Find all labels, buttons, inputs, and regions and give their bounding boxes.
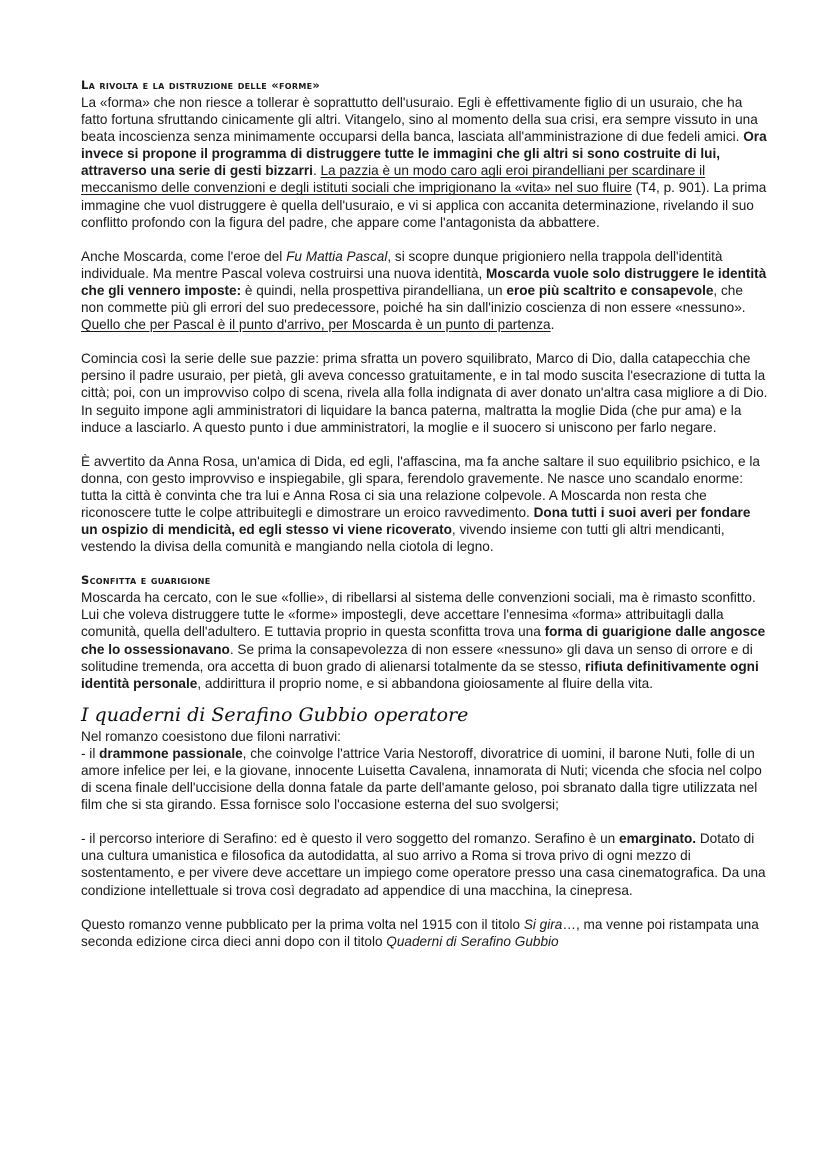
bold-run: rifiuta definitivamente ogni identità personale xyxy=(81,658,759,691)
italic-title: Si gira xyxy=(523,916,563,932)
paragraph-sconfitta-1 xyxy=(81,589,768,692)
underlined-run: La pazzia è un modo caro agli eroi pirandelliani per scardinare il meccanismo delle convenzioni e degli istituti sociali che imprigionano la «vita» nel suo fluire xyxy=(81,163,706,196)
text-run: , che non commette più gli errori del suo predecessore, poiché ha sin dall'inizio coscienza di non essere «nessuno». xyxy=(81,282,746,316)
text-run: …, ma venne poi ristampata una seconda edizione circa dieci anni dopo con il titolo xyxy=(81,916,759,949)
bold-run: eroe più scaltrito e consapevole xyxy=(506,282,714,298)
text-run: - il percorso interiore di Serafino: ed è questo il vero soggetto del romanzo. Serafino è un xyxy=(81,831,620,847)
text-run: . xyxy=(312,163,321,179)
text-run: è quindi, nella prospettiva pirandelliana, un xyxy=(241,282,507,298)
list-item-drammone xyxy=(81,745,768,813)
section-heading-rivolta: La rivolta e la distruzione delle «forme» xyxy=(81,78,321,92)
list-item-percorso xyxy=(81,830,768,898)
paragraph-quaderni-closing xyxy=(81,916,768,950)
paragraph-rivolta-3: Comincia così la serie delle sue pazzie: prima sfratta un povero squilibrato, Marco di Dio, dalla catapecchia che persino il padre usuraio, per pietà, gli aveva concesso gratuitamente, e in tal modo suscita l'esecrazione di tutta la città; poi, con un improvviso colpo di scena, rivela alla folla indignata di aver donato un'altra casa migliore a di Dio. In seguito impone agli amministratori di liquidare la banca paterna, maltratta la moglie Dida (che pur ama) e la induce a lasciarlo. A questo punto i due amministratori, la moglie e il suocero si uniscono per farlo negare. xyxy=(81,351,768,435)
bold-run: Moscarda vuole solo distruggere le identità che gli vennero imposte: xyxy=(81,265,767,298)
text-run: , vivendo insieme con tutti gli altri mendicanti, vestendo la divisa della comunità e mangiando nella ciotola di legno. xyxy=(81,522,725,555)
bold-run: emarginato. xyxy=(619,831,697,847)
paragraph-quaderni-intro: Nel romanzo coesistono due filoni narrativi: xyxy=(81,728,341,744)
bold-run: Dona tutti i suoi averi per fondare un ospizio di mendicità, ed egli stesso vi viene ricoverato xyxy=(81,504,751,538)
text-run: , addirittura il proprio nome, e si abbandona gioiosamente al fluire della vita. xyxy=(197,675,653,691)
italic-title: Fu Mattia Pascal xyxy=(286,248,388,264)
paragraph-rivolta-4 xyxy=(81,453,768,556)
text-run: Anche Moscarda, come l'eroe del xyxy=(81,248,287,264)
text-run: La «forma» che non riesce a tollerar è soprattutto dell'usuraio. Egli è effettivamente figlio di un usuraio, che ha fatto fortuna sfruttando cinicamente gli altri. Vitangelo, sino al momento della sua crisi, era sempre vissuto in una beata incoscienza senza minimamente occuparsi della banca, lasciata all'amministrazione di due fedeli amici. xyxy=(81,95,758,145)
bold-run: Ora invece si propone il programma di distruggere tutte le immagini che gli altri si sono costruite di lui, attraverso una serie di gesti bizzarri xyxy=(81,129,767,179)
text-run: Dotato di una cultura umanistica e filosofica da autodidatta, al suo arrivo a Roma si trova privo di ogni mezzo di sostentamento, e per vivere deve accettare un impiego come operatore presso una casa cinematografica. Da una condizione intellettuale si trova così degradato ad appendice di una macchina, la cinepresa. xyxy=(81,831,766,898)
text-run: - il xyxy=(81,745,100,761)
paragraph-rivolta-2 xyxy=(81,248,768,333)
text-run: (T4, p. 901). La prima immagine che vuol distruggere è quella dell'usuraio, e vi si applica con accanita determinazione, rivelando il suo conflitto profondo con la figura del padre, che appare come l'antagonista da abbattere. xyxy=(81,180,767,230)
section-heading-quaderni: I quaderni di Serafino Gubbio operatore xyxy=(81,703,469,726)
text-run: , che coinvolge l'attrice Varia Nestoroff, divoratrice di uomini, il barone Nuti, folle di un amore infelice per lei, e la giovane, innocente Luisetta Cavalena, innamorata di Nuti; vicenda che sfocia nel colpo di scena finale dell'uccisione della donna fatale da parte dell'amante geloso, poi sbranato dalla tigre utilizzata nel film che si sta girando. Essa fornisce solo l'occasione esterna del suo svolgersi; xyxy=(81,745,762,813)
section-heading-sconfitta: Sconfitta e guarigione xyxy=(81,573,211,588)
text-run: Moscarda ha cercato, con le sue «follie», di ribellarsi al sistema delle convenzioni sociali, ma è rimasto sconfitto. Lui che voleva distruggere tutte le «forme» impostegli, deve accettare l'ennesima «forma» attribuitagli dalla comunità, quella dell'adultero. E tuttavia proprio in questa sconfitta trova una xyxy=(81,590,756,640)
bold-run: drammone passionale xyxy=(99,745,243,761)
underlined-run: Quello che per Pascal è il punto d'arrivo, per Moscarda è un punto di partenza xyxy=(81,317,551,333)
text-run: , si scopre dunque prigioniero nella trappola dell'identità individuale. Ma mentre Pascal voleva costruirsi una nuova identità, xyxy=(81,248,723,281)
text-run: Questo romanzo venne pubblicato per la prima volta nel 1915 con il titolo xyxy=(81,916,524,932)
text-run: . xyxy=(550,317,555,333)
text-run: È avvertito da Anna Rosa, un'amica di Dida, ed egli, l'affascina, ma fa anche saltare il suo equilibrio psichico, e la donna, con gesto improvviso e inspiegabile, gli spara, ferendolo gravemente. Ne nasce uno scandalo enorme: tutta la città è convinta che tra lui e Anna Rosa ci sia una relazione colpevole. A Moscarda non resta che riconoscere tutte le colpe attribuitegli e dimostrare un eroico ravvedimento. xyxy=(81,453,760,520)
text-run: . Se prima la consapevolezza di non essere «nessuno» gli dava un senso di orrore e di solitudine tremenda, ora accetta di buon grado di alienarsi totalmente da se stesso, xyxy=(81,641,753,674)
paragraph-rivolta-1 xyxy=(81,94,768,231)
bold-run: forma di guarigione dalle angosce che lo ossessionavano xyxy=(81,624,766,657)
italic-title: Quaderni di Serafino Gubbio xyxy=(386,933,559,949)
